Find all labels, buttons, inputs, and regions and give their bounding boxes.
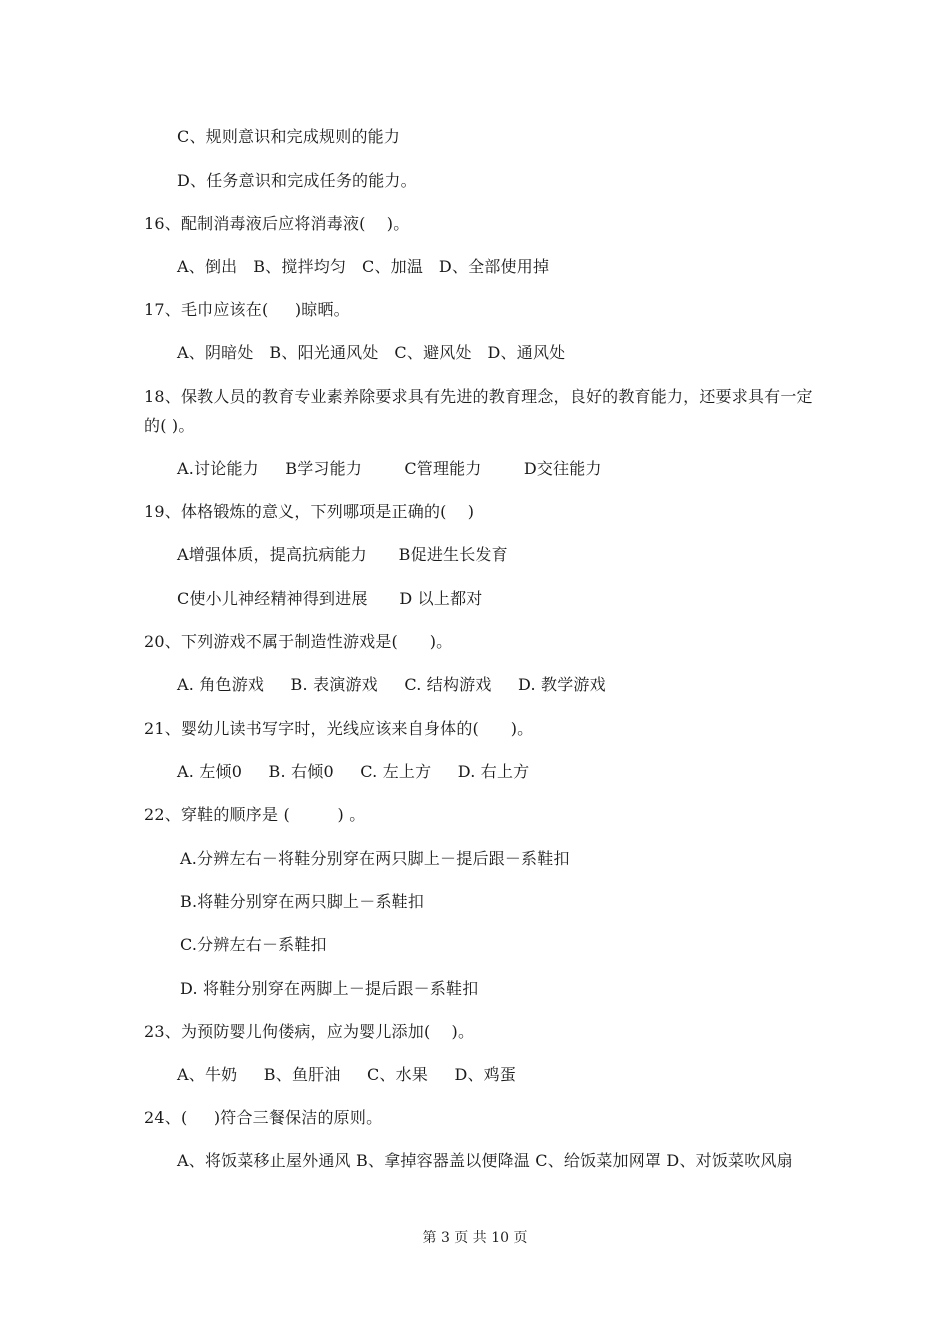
- question-22-option-b: B.将鞋分别穿在两只脚上－系鞋扣: [180, 892, 425, 911]
- question-22-option-d: D. 将鞋分别穿在两脚上－提后跟－系鞋扣: [180, 979, 479, 998]
- question-17-options: A、阴暗处 B、阳光通风处 C、避风处 D、通风处: [177, 343, 566, 362]
- question-24: 24、( )符合三餐保洁的原则。: [144, 1108, 383, 1127]
- option-c-prev: C、规则意识和完成规则的能力: [177, 127, 401, 146]
- option-d-prev: D、任务意识和完成任务的能力。: [177, 171, 417, 190]
- question-22: 22、穿鞋的顺序是 ( ) 。: [144, 805, 366, 824]
- page-number-footer: 第 3 页 共 10 页: [422, 1230, 528, 1246]
- question-22-option-a: A.分辨左右－将鞋分别穿在两只脚上－提后跟－系鞋扣: [180, 849, 570, 868]
- question-20-options: A. 角色游戏 B. 表演游戏 C. 结构游戏 D. 教学游戏: [177, 675, 606, 694]
- question-22-option-c: C.分辨左右－系鞋扣: [180, 935, 327, 954]
- question-16-options: A、倒出 B、搅拌均匀 C、加温 D、全部使用掉: [177, 257, 550, 276]
- question-24-options: A、将饭菜移止屋外通风 B、拿掉容器盖以便降温 C、给饭菜加网罩 D、对饭菜吹风扇: [177, 1151, 793, 1170]
- question-23: 23、为预防婴儿佝偻病，应为婴儿添加( )。: [144, 1022, 475, 1041]
- question-21: 21、婴幼儿读书写字时，光线应该来自身体的( )。: [144, 719, 534, 738]
- question-19-options-cd: C使小儿神经精神得到进展 D 以上都对: [177, 589, 483, 608]
- question-16: 16、配制消毒液后应将消毒液( )。: [144, 214, 410, 233]
- question-20: 20、下列游戏不属于制造性游戏是( )。: [144, 632, 453, 651]
- question-17: 17、毛巾应该在( )晾晒。: [144, 300, 350, 319]
- question-21-options: A. 左倾0 B. 右倾0 C. 左上方 D. 右上方: [177, 762, 530, 781]
- question-18-options: A.讨论能力 B学习能力 C管理能力 D交往能力: [177, 459, 602, 478]
- question-23-options: A、牛奶 B、鱼肝油 C、水果 D、鸡蛋: [177, 1065, 517, 1084]
- question-18: 18、保教人员的教育专业素养除要求具有先进的教育理念，良好的教育能力，还要求具有一定的( )。: [144, 387, 813, 435]
- question-19-options-ab: A增强体质，提高抗病能力 B促进生长发育: [177, 545, 508, 564]
- question-19: 19、体格锻炼的意义，下列哪项是正确的( ): [144, 502, 475, 521]
